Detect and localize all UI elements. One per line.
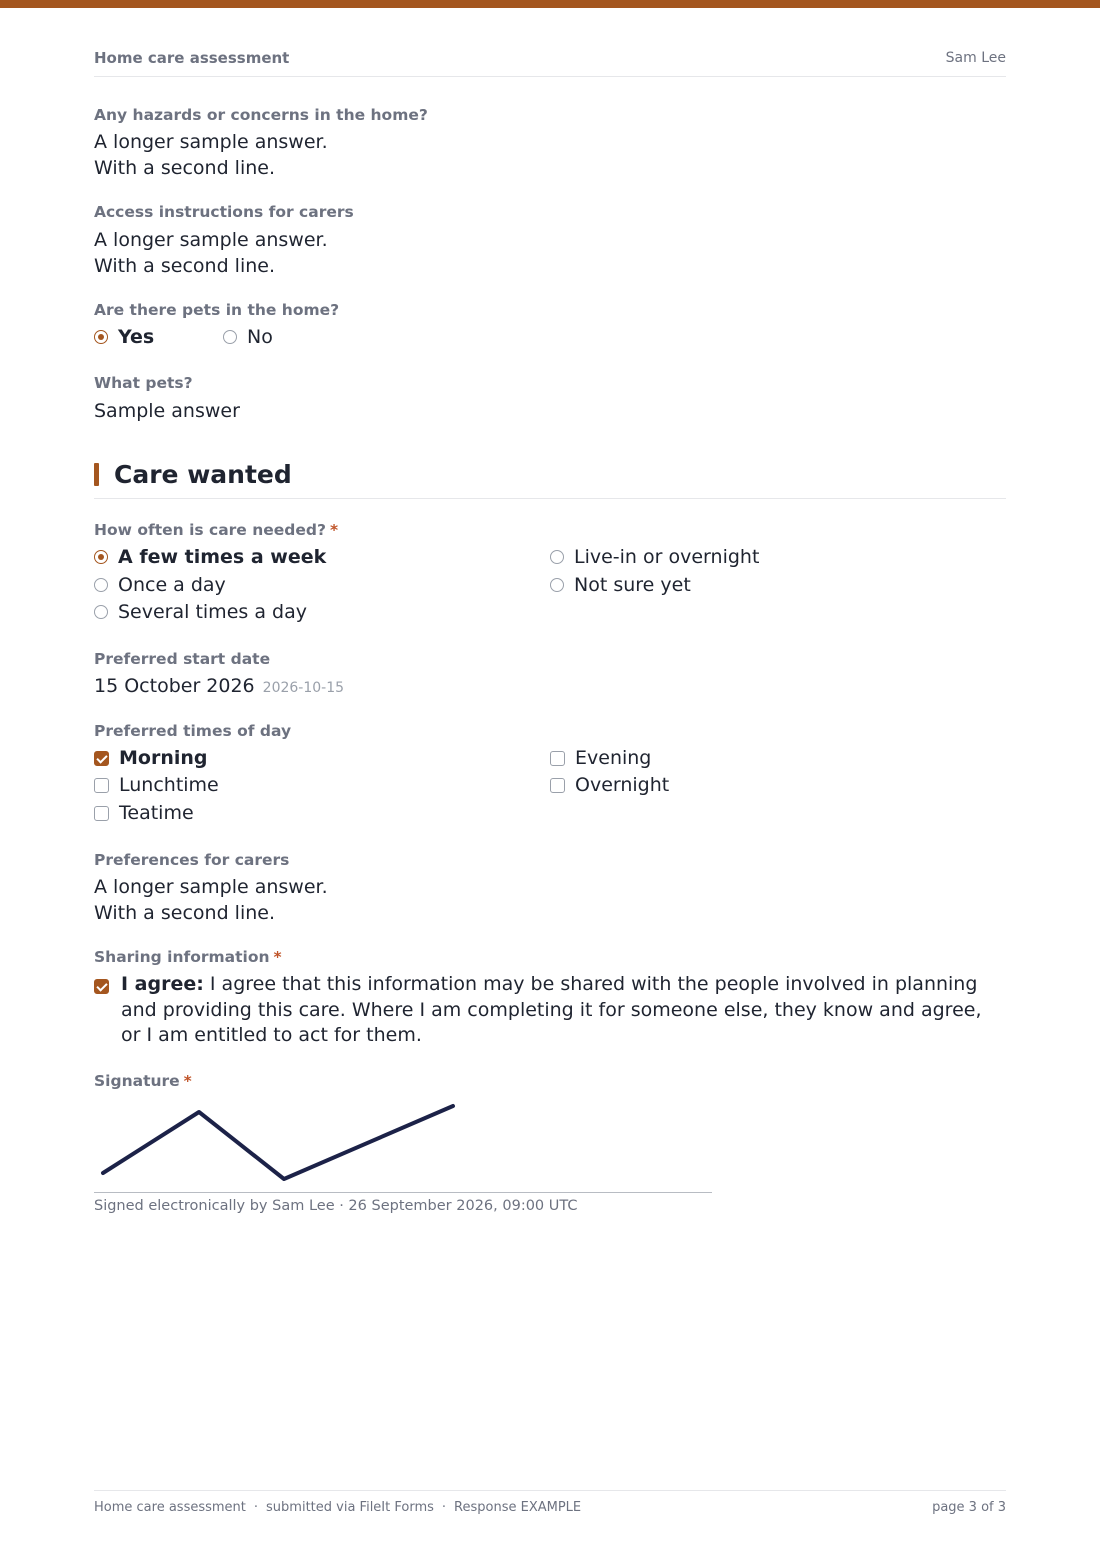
start-date-answer bbox=[94, 673, 344, 701]
radio-empty-icon bbox=[94, 578, 108, 592]
frequency-option-once-day[interactable] bbox=[94, 572, 226, 598]
radio-selected-icon bbox=[94, 330, 108, 344]
times-option-lunchtime[interactable] bbox=[94, 772, 219, 798]
hazards-label: Any hazards or concerns in the home? bbox=[94, 106, 428, 124]
checkbox-checked-icon bbox=[94, 751, 109, 766]
times-label: Preferred times of day bbox=[94, 722, 292, 740]
signature-box bbox=[94, 1098, 712, 1193]
preferences-label: Preferences for carers bbox=[94, 851, 290, 869]
consent-checkbox-row[interactable] bbox=[94, 972, 1006, 1049]
footer-page-number: page 3 of 3 bbox=[932, 1500, 1006, 1515]
frequency-option-label: Not sure yet bbox=[574, 574, 691, 596]
frequency-option-label: Live-in or overnight bbox=[574, 546, 760, 568]
checkbox-empty-icon bbox=[94, 806, 109, 821]
frequency-option-label: Several times a day bbox=[118, 601, 307, 623]
times-option-overnight[interactable] bbox=[550, 772, 669, 798]
signature-drawing bbox=[94, 1098, 712, 1192]
required-mark: * bbox=[183, 1072, 192, 1090]
checkbox-empty-icon bbox=[550, 751, 565, 766]
section-care-wanted bbox=[94, 458, 1006, 499]
times-option-label: Teatime bbox=[119, 802, 194, 824]
radio-empty-icon bbox=[94, 605, 108, 619]
footer-response: Response EXAMPLE bbox=[454, 1500, 582, 1515]
pets-option-yes-label: Yes bbox=[118, 326, 155, 348]
frequency-option-label: A few times a week bbox=[118, 546, 327, 568]
frequency-option-few-times-week[interactable] bbox=[94, 544, 326, 570]
footer-separator: · bbox=[253, 1500, 259, 1515]
signature-label bbox=[94, 1071, 192, 1091]
form-title: Home care assessment bbox=[94, 49, 290, 67]
start-date-iso: 2026-10-15 bbox=[262, 680, 345, 696]
pets-label: Are there pets in the home? bbox=[94, 301, 340, 319]
pets-option-yes[interactable] bbox=[94, 324, 154, 350]
pets-option-no[interactable] bbox=[223, 324, 273, 350]
frequency-label bbox=[94, 520, 338, 540]
footer-form-name: Home care assessment bbox=[94, 1500, 246, 1515]
what-pets-label: What pets? bbox=[94, 374, 193, 392]
preferences-answer-line1: A longer sample answer. bbox=[94, 876, 328, 898]
footer-separator: · bbox=[441, 1500, 447, 1515]
times-option-label: Overnight bbox=[575, 774, 670, 796]
signature-note: Signed electronically by Sam Lee · 26 September 2026, 09:00 UTC bbox=[94, 1198, 578, 1214]
radio-empty-icon bbox=[550, 550, 564, 564]
radio-selected-icon bbox=[94, 550, 108, 564]
times-option-evening[interactable] bbox=[550, 745, 651, 771]
required-mark: * bbox=[273, 948, 282, 966]
times-option-teatime[interactable] bbox=[94, 800, 194, 826]
signature-stroke bbox=[103, 1106, 453, 1179]
page-footer bbox=[94, 1490, 1006, 1516]
times-option-label: Lunchtime bbox=[119, 774, 219, 796]
frequency-label-text: How often is care needed? bbox=[94, 521, 326, 539]
consent-agree-label: I agree: bbox=[121, 973, 204, 995]
respondent-name: Sam Lee bbox=[945, 50, 1006, 66]
frequency-option-label: Once a day bbox=[118, 574, 226, 596]
sharing-label bbox=[94, 947, 282, 967]
what-pets-answer: Sample answer bbox=[94, 400, 240, 422]
consent-text bbox=[121, 972, 1006, 1049]
checkbox-empty-icon bbox=[94, 778, 109, 793]
checkbox-empty-icon bbox=[550, 778, 565, 793]
section-title: Care wanted bbox=[114, 460, 292, 489]
radio-empty-icon bbox=[550, 578, 564, 592]
required-mark: * bbox=[329, 521, 339, 539]
hazards-answer-line1: A longer sample answer. bbox=[94, 131, 328, 153]
sharing-label-text: Sharing information bbox=[94, 948, 270, 966]
page-header bbox=[94, 48, 1006, 77]
hazards-answer-line2: With a second line. bbox=[94, 157, 275, 179]
start-date-value: 15 October 2026 bbox=[94, 675, 255, 697]
times-option-label: Morning bbox=[119, 747, 208, 769]
preferences-answer-line2: With a second line. bbox=[94, 902, 275, 924]
consent-agree-text: I agree that this information may be shared with the people involved in planning and providing this care. Where I am completing it for someone else, they know and agree, or I am entitled to act for them. bbox=[121, 973, 982, 1046]
footer-submitted: submitted via FileIt Forms bbox=[266, 1500, 434, 1515]
access-answer-line1: A longer sample answer. bbox=[94, 229, 328, 251]
radio-empty-icon bbox=[223, 330, 237, 344]
times-option-morning[interactable] bbox=[94, 745, 208, 771]
frequency-option-live-in[interactable] bbox=[550, 544, 759, 570]
pets-option-no-label: No bbox=[247, 326, 273, 348]
access-label: Access instructions for carers bbox=[94, 203, 354, 221]
access-answer-line2: With a second line. bbox=[94, 255, 275, 277]
footer-left bbox=[94, 1499, 581, 1516]
frequency-option-several-times-day[interactable] bbox=[94, 599, 307, 625]
section-accent-bar bbox=[94, 463, 99, 486]
signature-label-text: Signature bbox=[94, 1072, 180, 1090]
start-date-label: Preferred start date bbox=[94, 650, 271, 668]
times-option-label: Evening bbox=[575, 747, 652, 769]
checkbox-checked-icon bbox=[94, 979, 109, 994]
frequency-option-not-sure[interactable] bbox=[550, 572, 691, 598]
top-accent-bar bbox=[0, 0, 1100, 8]
